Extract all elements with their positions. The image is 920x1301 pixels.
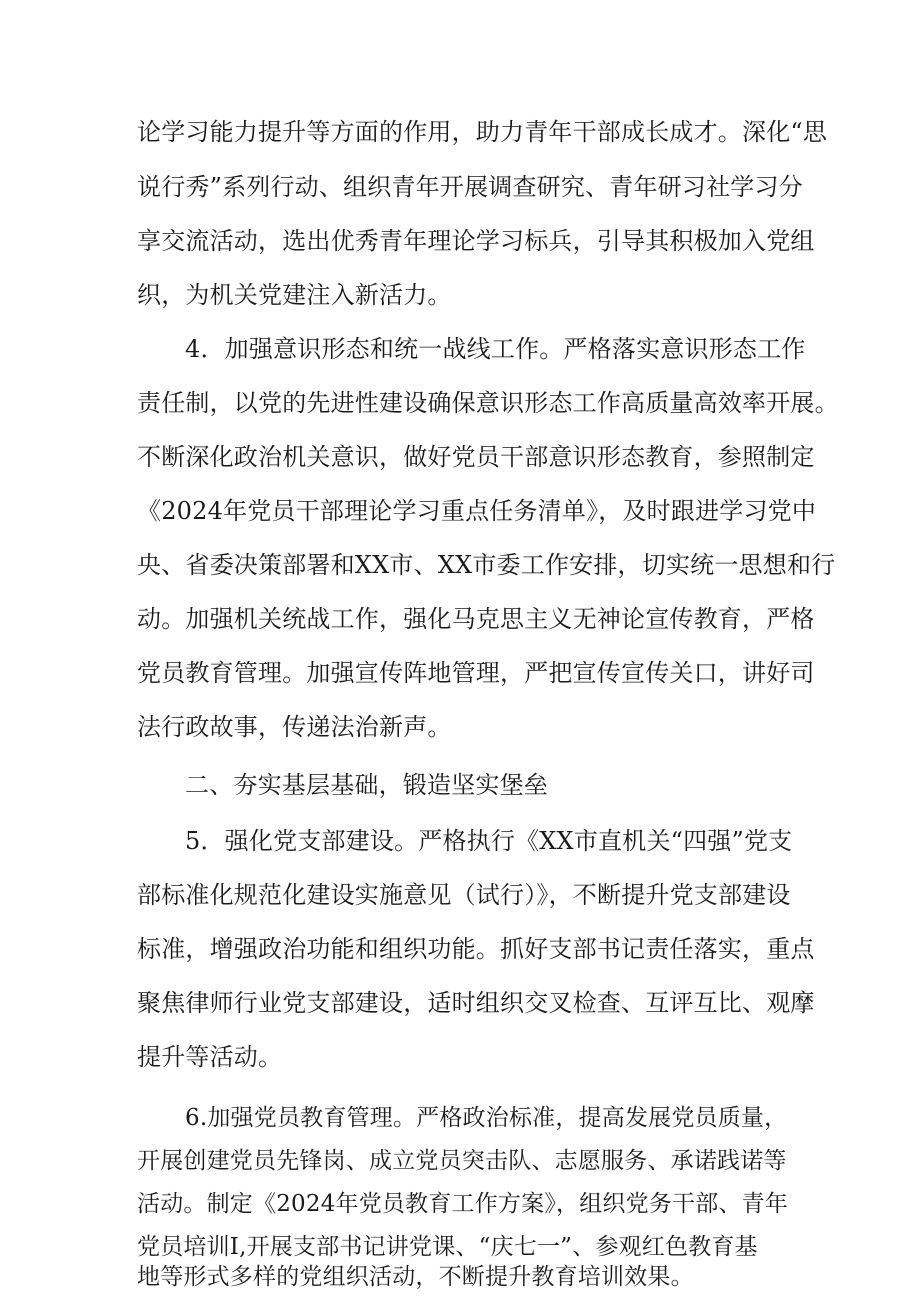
section-item-heading: 6.加强党员教育管理。严格政治标准，提高发展党员质量， <box>185 1105 788 1131</box>
paragraph-line: 央、省委决策部署和XX市、XX市委工作安排，切实统一思想和行 <box>137 551 836 579</box>
paragraph-line: 开展创建党员先锋岗、成立党员突击队、志愿服务、承诺践诺等 <box>137 1148 787 1174</box>
paragraph-line: 部标准化规范化建设实施意见（试行）》，不断提升党支部建设 <box>137 881 791 909</box>
paragraph-line: 《2024年党员干部理论学习重点任务清单》，及时跟进学习党中 <box>137 497 817 525</box>
paragraph-line: 不断深化政治机关意识，做好党员干部意识形态教育，参照制定 <box>137 443 815 471</box>
paragraph-line: 提升等活动。 <box>137 1043 283 1071</box>
paragraph-line: 地等形式多样的党组织活动，不断提升教育培训效果。 <box>137 1264 694 1290</box>
paragraph-line: 党员培训I,开展支部书记讲党课、“庆七一”、参观红色教育基 <box>137 1234 758 1260</box>
paragraph-line: 织，为机关党建注入新活力。 <box>137 281 452 309</box>
paragraph-line: 活动。制定《2024年党员教育工作方案》，组织党务干部、青年 <box>137 1191 789 1217</box>
paragraph-line: 标准，增强政治功能和组织功能。抓好支部书记责任落实，重点 <box>137 935 815 963</box>
paragraph-line: 党员教育管理。加强宣传阵地管理，严把宣传宣传关口，讲好司 <box>137 659 815 687</box>
paragraph-line: 说行秀”系列行动、组织青年开展调查研究、青年研习社学习分 <box>137 173 803 201</box>
section-item-heading: 4．加强意识形态和统一战线工作。严格落实意识形态工作 <box>185 335 806 363</box>
section-heading: 二、夯实基层基础，锻造坚实堡垒 <box>185 771 548 799</box>
paragraph-line: 动。加强机关统战工作，强化马克思主义无神论宣传教育，严格 <box>137 605 815 633</box>
paragraph-line: 享交流活动，选出优秀青年理论学习标兵，引导其积极加入党组 <box>137 227 815 255</box>
section-item-heading: 5．强化党支部建设。严格执行《XX市直机关“四强”党支 <box>185 827 793 855</box>
paragraph-line: 法行政故事，传递法治新声。 <box>137 713 452 741</box>
paragraph-line: 责任制，以党的先进性建设确保意识形态工作高质量高效率开展。 <box>137 389 839 417</box>
paragraph-line: 论学习能力提升等方面的作用，助力青年干部成长成才。深化“思 <box>137 118 828 146</box>
paragraph-line: 聚焦律师行业党支部建设，适时组织交叉检查、互评互比、观摩 <box>137 989 815 1017</box>
